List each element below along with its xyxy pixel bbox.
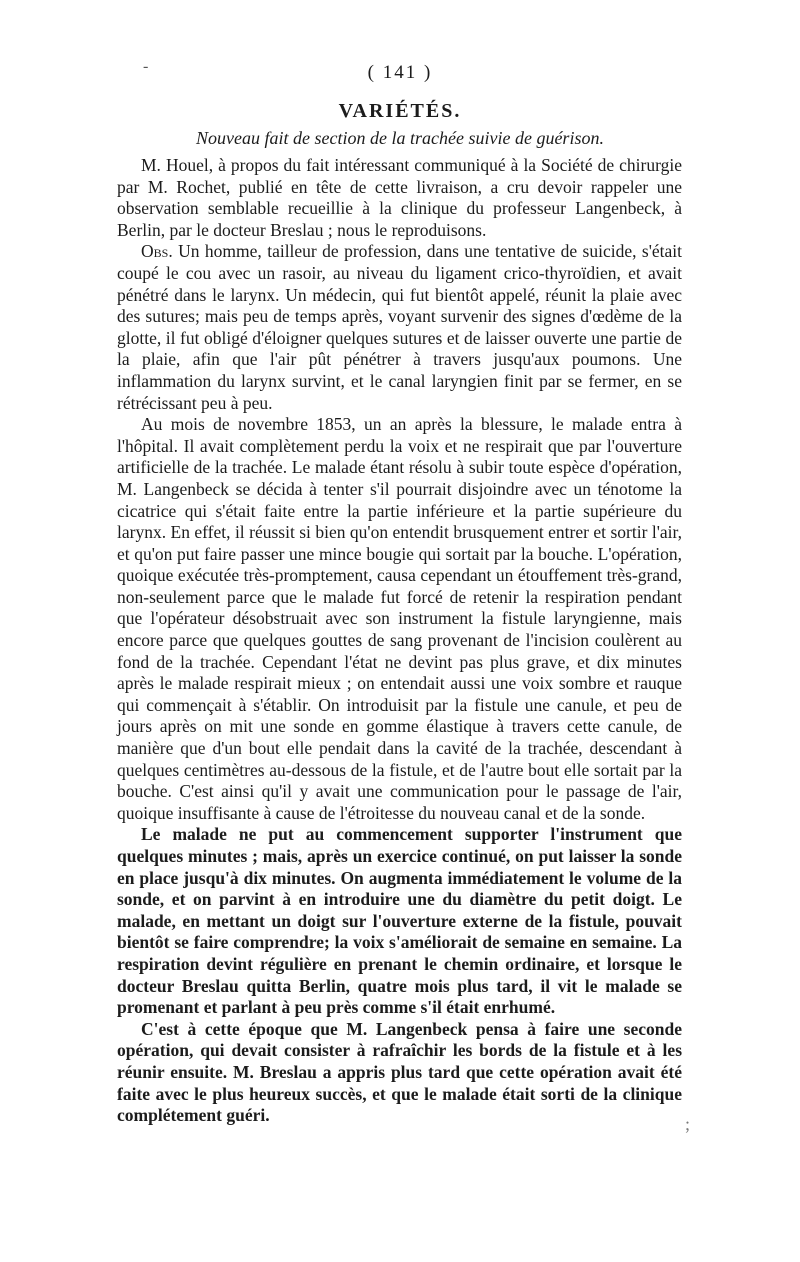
paragraph-hospital: Au mois de novembre 1853, un an après la blessure, le malade entra à l'hôpital. Il avait complètement perdu la voix et ne respirait que par l'ouverture artificielle de la trachée. Le malade étant résolu à subir toute espèce d'opération, M. Langenbeck se décida à tenter s'il pourrait disjoindre avec un ténotome la cicatrice qui s'était faite entre la partie inférieure et la partie supérieure du larynx. En effet, il réussit si bien qu'on entendit brusquement entrer et sortir l'air, et qu'on put faire passer une mince bougie qui sortait par la bouche. L'opération, quoique exécutée très-promptement, causa cependant un étouffement très-grand, non-seulement parce que le malade fut forcé de retenir la respiration pendant que l'opérateur désobstruait avec son instrument la fistule laryngienne, mais encore parce que quelques gouttes de sang provenant de l'incision coulèrent au fond de la trachée. Cependant l'état ne devint pas plus grave, et dix minutes après le malade respirait mieux ; on entendait aussi une voix sombre et rauque qui commençait à s'établir. On introduisit par la fistule une canule, et peu de jours après on mit une sonde en gomme élastique à travers cette canule, de manière que d'un bout elle pendait dans la cavité de la trachée, descendant à quelques centimètres au-dessous de la fistule, et de l'autre bout elle sortait par la bouche. C'est ainsi qu'il y avait une communication pour le passage de l'air, quoique insuffisante à cause de l'étroitesse du nouveau canal et de la sonde. (117, 414, 682, 823)
margin-mark: ; (685, 1114, 691, 1134)
paragraph-recovery: Le malade ne put au commencement supporter l'instrument que quelques minutes ; mais, après un exercice continué, on put laisser la sonde en place jusqu'à dix minutes. On augmenta immédiatement le volume de la sonde, et on parvint à en introduire une du diamètre du petit doigt. Le malade, en mettant un doigt sur l'ouverture externe de la fistule, pouvait bientôt se faire comprendre; la voix s'améliorait de semaine en semaine. La respiration devint régulière en prenant le chemin ordinaire, et lorsque le docteur Breslau quitta Berlin, quatre mois plus tard, il vit le malade se promenant et parlant à peu près comme s'il était enrhumé. (117, 824, 682, 1018)
page-number: ( 141 ) (367, 62, 433, 83)
observation-label: Obs. (141, 241, 173, 262)
section-title: VARIÉTÉS. (338, 100, 462, 122)
paragraph-second-operation: C'est à cette époque que M. Langenbeck pensa à faire une seconde opération, qui devait consister à rafraîchir les bords de la fistule et à les réunir ensuite. M. Breslau a appris plus tard que cette opération avait été faite avec le plus heureux succès, et que le malade était sorti de la clinique complétement guéri. (117, 1018, 682, 1126)
paragraph-observation (117, 241, 682, 414)
article-title: Nouveau fait de section de la trachée suivie de guérison. (196, 128, 604, 148)
page-mark: - (143, 58, 149, 75)
observation-text: Un homme, tailleur de profession, dans une tentative de suicide, s'était coupé le cou avec un rasoir, au niveau du ligament crico-thyroïdien, et avait pénétré dans le larynx. Un médecin, qui fut bientôt appelé, réunit la plaie avec des sutures; mais peu de temps après, voyant survenir des signes d'œdème de la glotte, il fut obligé d'éloigner quelques sutures et de laisser ouverte une partie de la plaie, afin que l'air pût pénétrer à travers jusqu'aux poumons. Une inflammation du larynx survint, et le canal laryngien finit par se fermer, en se rétrécissant peu à peu. (117, 241, 682, 413)
article-body (117, 155, 682, 1127)
paragraph-intro: M. Houel, à propos du fait intéressant communiqué à la Société de chirurgie par M. Rochet, publié en tête de cette livraison, a cru devoir rappeler une observation semblable recueillie à la clinique du professeur Langenbeck, à Berlin, par le docteur Breslau ; nous le reproduisons. (117, 155, 682, 240)
